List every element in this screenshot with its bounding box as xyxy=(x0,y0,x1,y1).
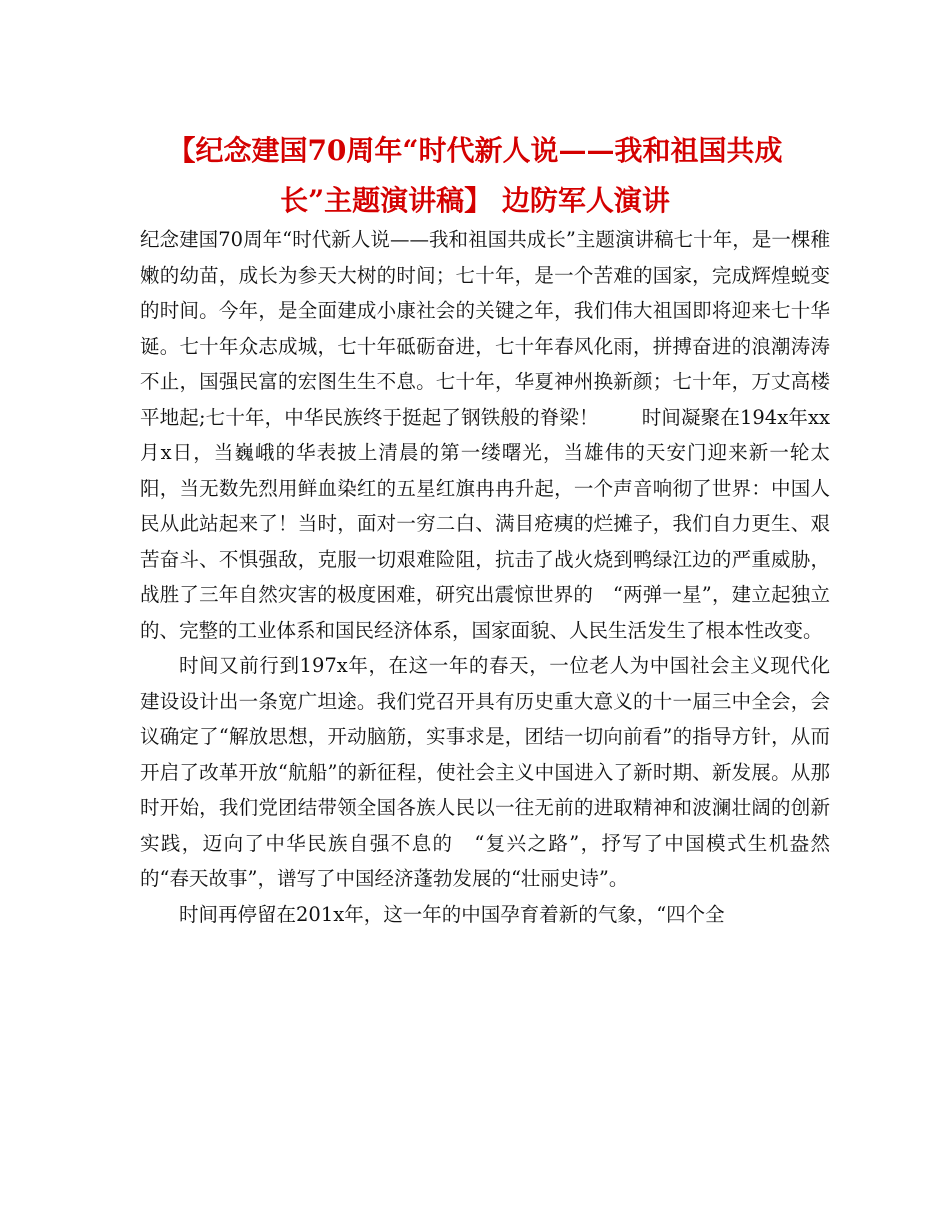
paragraph-3: 时间再停留在201x年，这一年的中国孕育着新的气象，“四个全 xyxy=(179,902,725,926)
document-title: 【纪念建国70周年“时代新人说——我和祖国共成长”主题演讲稿】 边防军人演讲 xyxy=(167,134,783,217)
document-body xyxy=(140,222,830,932)
paragraph-2: 时间又前行到197x年，在这一年的春天，一位老人为中国社会主义现代化建设设计出一条宽广坦途。我们党召开具有历史重大意义的十一届三中全会，会议确定了“解放思想，开动脑筋，实事求是，团结一切向前看”的指导方针，从而开启了改革开放“航船”的新征程，使社会主义中国进入了新时期、新发展。从那时开始，我们党团结带领全国各族人民以一往无前的进取精神和波澜壮阔的创新实践，迈向了中华民族自强不息的 “复兴之路”，抒写了中国模式生机盎然的“春天故事”，谱写了中国经济蓬勃发展的“壮丽史诗”。 xyxy=(140,654,830,890)
paragraph-1 xyxy=(140,222,830,648)
paragraph-1-lead: 纪念建国70周年“时代新人说——我和祖国共成长”主题演讲稿七十年，是一棵稚嫩的幼苗，成长为参天大树的时间；七十年，是一个苦难的国家，完成辉煌蜕变的时间。今年，是全面建成小康社会的关键之年，我们伟大祖国即将迎来七十华诞。七十年众志成城，七十年砥砺奋进，七十年春风化雨，拼搏奋进的浪潮涛涛不止，国强民富的宏图生生不息。七十年，华夏神州换新颜；七十年，万丈高楼平地起;七十年，中华民族终于挺起了钢铁般的脊梁！ xyxy=(140,228,830,429)
paragraph-1-rest: 时间凝聚在194x年xx月x日，当巍峨的华表披上清晨的第一缕曙光，当雄伟的天安门迎来新一轮太阳，当无数先烈用鲜血染红的五星红旗冉冉升起，一个声音响彻了世界：中国人民从此站起来了！当时，面对一穷二白、满目疮痍的烂摊子，我们自力更生、艰苦奋斗、不惧强敌，克服一切艰难险阻，抗击了战火烧到鸭绿江边的严重威胁，战胜了三年自然灾害的极度困难，研究出震惊世界的 “两弹一星”，建立起独立的、完整的工业体系和国民经济体系，国家面貌、人民生活发生了根本性改变。 xyxy=(140,405,830,642)
